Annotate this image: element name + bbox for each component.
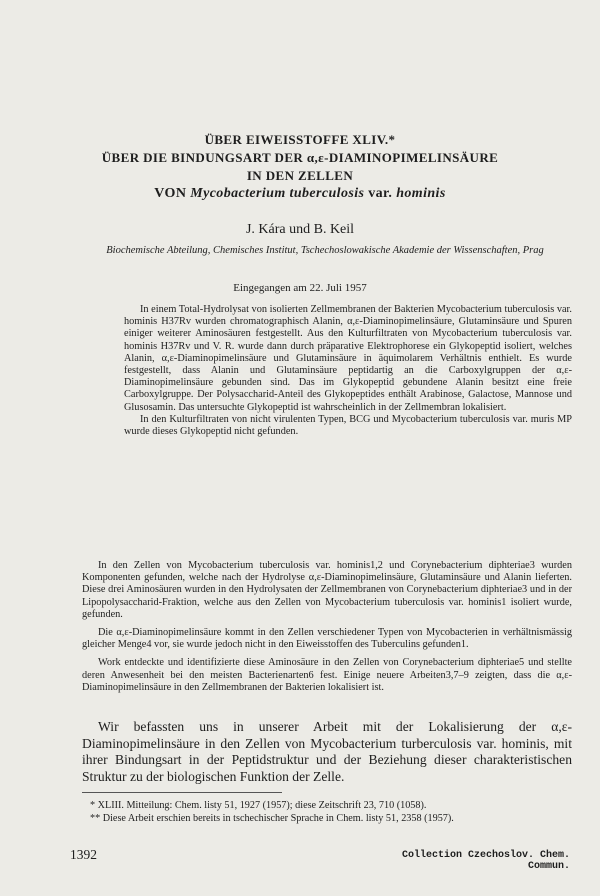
- footnote-2: ** Diese Arbeit erschien bereits in tschechischer Sprache in Chem. listy 51, 2358 (1957).: [90, 813, 454, 824]
- abstract-paragraph-2: In den Kulturfiltraten von nicht virulenten Typen, BCG und Mycobacterium tuberculosis var. muris MP wurde dieses Glykopeptid nicht gefunden.: [124, 413, 572, 438]
- body-paragraph-3: Work entdeckte und identifizierte diese Aminosäure in den Zellen von Corynebacterium diphteriae5 und stellte deren Anwesenheit bei den meisten Bacterienarten6 fest. Einige neuere Arbeiten3,7–9 zeigten, dass die α,ε-Diaminopimelinsäure in den Zellmembranen der Bakterien lokalisiert ist.: [82, 657, 572, 693]
- body-paragraph-2: Die α,ε-Diaminopimelinsäure kommt in den Zellen verschiedener Typen von Mycobacterien in verhältnismässig gleicher Menge4 vor, sie wurde jedoch nicht in den Eiweisstoffen des Tuberculins gefunden1.: [82, 627, 572, 651]
- introduction-paragraph: [82, 719, 572, 785]
- footnote-rule: [82, 792, 282, 793]
- series-title: ÜBER EIWEISSTOFFE XLIV.*: [204, 132, 396, 147]
- paper-title-line-1: ÜBER DIE BINDUNGSART DER α,ε-DIAMINOPIMELINSÄURE: [101, 150, 499, 165]
- body-paragraph-1: In den Zellen von Mycobacterium tuberculosis var. hominis1,2 und Corynebacterium diphteriae3 wurden Komponenten gefunden, welche nach der Hydrolyse α,ε-Diaminopimelinsäure, Glutaminsäure und Alanin lieferten. Diese drei Aminosäuren wurden in den Hydrolysaten der Zellmembranen von Corynebacterium diphteriae3 und in der Lipopolysaccharid-Fraktion, welche aus den Zellen von Mycobacterium tuberculosis var. hominis1 isoliert wurde, gefunden.: [82, 560, 572, 620]
- body-paragraph-4: Wir befassten uns in unserer Arbeit mit der Lokalisierung der α,ε-Diaminopimelinsäure in den Zellen von Mycobacterium turberculosis var. hominis, mit ihrer Bindungsart in der Peptidstruktur und der Beziehung dieser charakteristischen Struktur zu der biologischen Funktion der Zelle.: [82, 719, 572, 784]
- body-text: [82, 560, 572, 700]
- paper-title-line-2: IN DEN ZELLEN: [246, 168, 354, 183]
- page-number: 1392: [70, 847, 97, 862]
- affiliation: Biochemische Abteilung, Chemisches Institut, Tschechoslowakische Akademie der Wissenschaften, Prag: [106, 245, 544, 256]
- footnote-1: * XLIII. Mitteilung: Chem. listy 51, 1927 (1957); diese Zeitschrift 23, 710 (1058).: [90, 800, 427, 811]
- received-date: Eingegangen am 22. Juli 1957: [233, 282, 367, 294]
- journal-name: Collection Czechoslov. Chem. Commun.: [401, 850, 570, 872]
- authors: J. Kára und B. Keil: [245, 222, 355, 237]
- paper-title-line-3: VON Mycobacterium tuberculosis var. hominis: [154, 186, 446, 201]
- abstract-paragraph-1: In einem Total-Hydrolysat von isolierten Zellmembranen der Bakterien Mycobacterium tuberculosis var. hominis H37Rv wurden chromatographisch Alanin, α,ε-Diaminopimelinsäure, Glutaminsäure und Spuren einiger weiterer Aminosäuren festgestellt. Aus den Kulturfiltraten von Mycobacterium tuberculosis var. hominis H37Rv und V. R. wurde dann durch präparative Elektrophorese ein Glykopeptid isoliert, welches Alanin, α,ε-Diaminopimelinsäure und Glutaminsäure in äquimolarem Verhältnis enthielt. Es wurde festgestellt, dass Alanin und Glutaminsäure peptidartig an die Carboxylgruppen der α,ε-Diaminopimelinsäure gebunden sind. Das im Glykopeptid gebundene Alanin besitzt eine freie Carboxylgruppe. Der Polysaccharid-Anteil des Glykopeptides enthält Arabinose, Galactose, Mannose und Glusosamin. Das untersuchte Glykopeptid ist wahrscheinlich in der Zellmembran lokalisiert.: [124, 304, 572, 413]
- abstract: [124, 304, 572, 438]
